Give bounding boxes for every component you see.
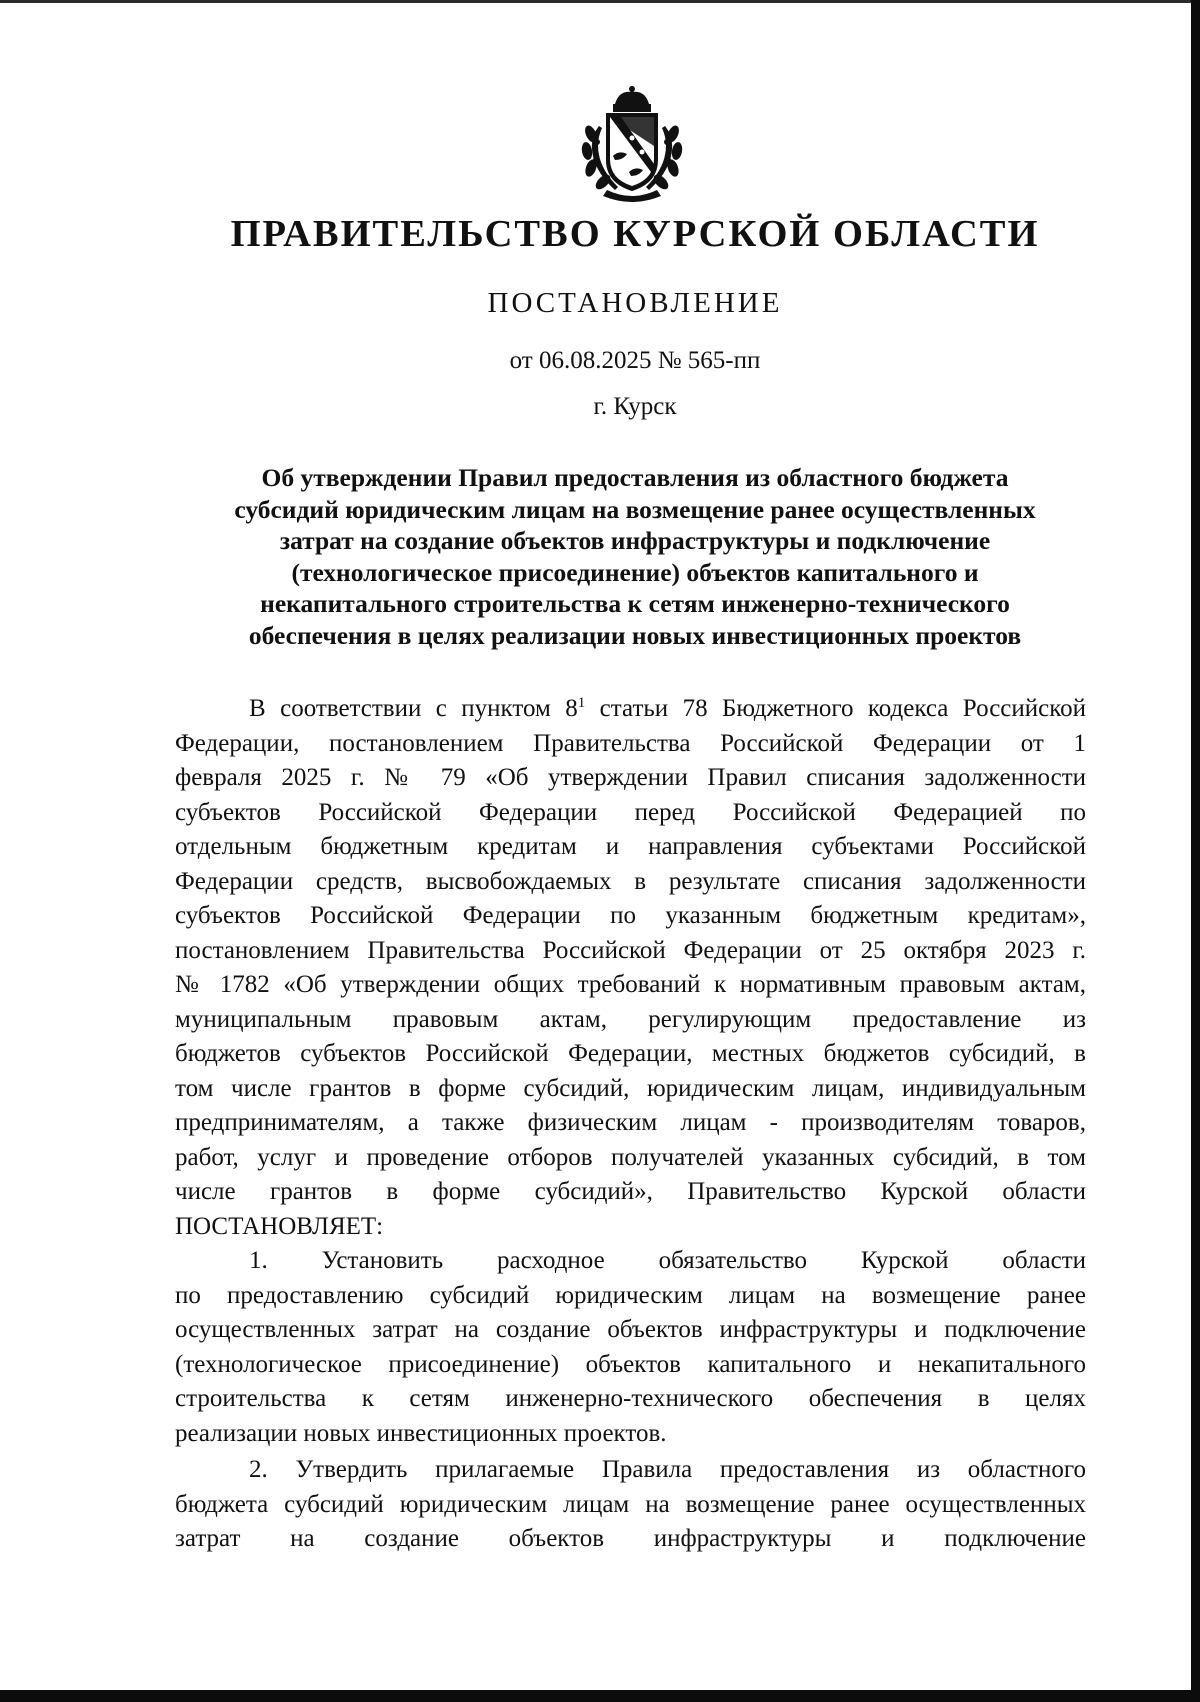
item1-line: реализации новых инвестиционных проектов. [175, 1419, 667, 1447]
government-title: ПРАВИТЕЛЬСТВО КУРСКОЙ ОБЛАСТИ [230, 213, 1040, 255]
preamble-line: работ, услуг и проведение отборов получателей указанных субсидий, в том [175, 1143, 1086, 1171]
preamble-line: числе грантов в форме субсидий», Правительство Курской области [175, 1178, 1086, 1205]
item2-line: затрат на создание объектов инфраструктуры и подключение [175, 1525, 1086, 1552]
preamble-line: № 1782 «Об утверждении общих требований к нормативным правовым актам, [175, 971, 1086, 998]
superscript: 1 [577, 695, 586, 711]
heading-line: (технологическое присоединение) объектов капитального и [291, 557, 979, 587]
item1-line: (технологическое присоединение) объектов капитального и некапитального [175, 1350, 1086, 1378]
preamble-line: февраля 2025 г. № 79 «Об утверждении Правил списания задолженности [175, 764, 1086, 791]
preamble-line: субъектов Российской Федерации по указанным бюджетным кредитам», [175, 902, 1086, 929]
document-body [175, 692, 1086, 1557]
preamble-line: Федерации, постановлением Правительства Российской Федерации от 1 [175, 729, 1086, 757]
heading-line: обеспечения в целях реализации новых инвестиционных проектов [248, 620, 1022, 650]
scan-edge-top [0, 0, 1200, 3]
document-date-number: от 06.08.2025 № 565-пп [509, 347, 761, 374]
preamble-line: отдельным бюджетным кредитам и направления субъектами Российской [175, 833, 1086, 860]
preamble-text: В соответствии с пунктом 8 [249, 695, 578, 722]
preamble-text: статьи 78 Бюджетного кодекса Российской [585, 695, 1087, 722]
preamble-line: муниципальным правовым актам, регулирующим предоставление из [175, 1005, 1086, 1033]
document-heading [150, 462, 1120, 651]
preamble-line: бюджетов субъектов Российской Федерации, местных бюджетов субсидий, в [175, 1040, 1086, 1067]
heading-line: затрат на создание объектов инфраструктуры и подключение [279, 526, 991, 555]
item1-line: строительства к сетям инженерно-технического обеспечения в целях [175, 1385, 1086, 1412]
preamble-line: том числе грантов в форме субсидий, юридическим лицам, индивидуальным [175, 1074, 1086, 1102]
scan-edge-bottom [0, 1690, 1200, 1702]
heading-line: Об утверждении Правил предоставления из областного бюджета [261, 463, 1009, 492]
document-type: ПОСТАНОВЛЕНИЕ [487, 287, 783, 319]
item1-line: по предоставлению субсидий юридическим лицам на возмещение ранее [175, 1281, 1086, 1309]
item1-line: 1. Установить расходное обязательство Курской области [249, 1247, 1086, 1274]
preamble-line: субъектов Российской Федерации перед Российской Федерацией по [175, 798, 1086, 826]
heading-line: субсидий юридическим лицам на возмещение ранее осуществленных [234, 494, 1036, 524]
document-city: г. Курск [593, 393, 677, 420]
heading-line: некапитального строительства к сетям инженерно-технического [260, 589, 1010, 618]
item2-line: бюджета субсидий юридическим лицам на возмещение ранее осуществленных [175, 1490, 1086, 1518]
kursk-coat-of-arms-icon [569, 86, 695, 206]
item2-line: 2. Утвердить прилагаемые Правила предоставления из областного [249, 1456, 1086, 1483]
decides-line: ПОСТАНОВЛЯЕТ: [175, 1212, 384, 1240]
item1-line: осуществленных затрат на создание объектов инфраструктуры и подключение [175, 1316, 1086, 1343]
preamble-line: предпринимателям, а также физическим лицам - производителям товаров, [175, 1109, 1086, 1136]
preamble-line [175, 692, 1086, 727]
preamble-line: постановлением Правительства Российской Федерации от 25 октября 2023 г. [175, 936, 1086, 964]
preamble-line: Федерации средств, высвобождаемых в результате списания задолженности [175, 867, 1086, 895]
